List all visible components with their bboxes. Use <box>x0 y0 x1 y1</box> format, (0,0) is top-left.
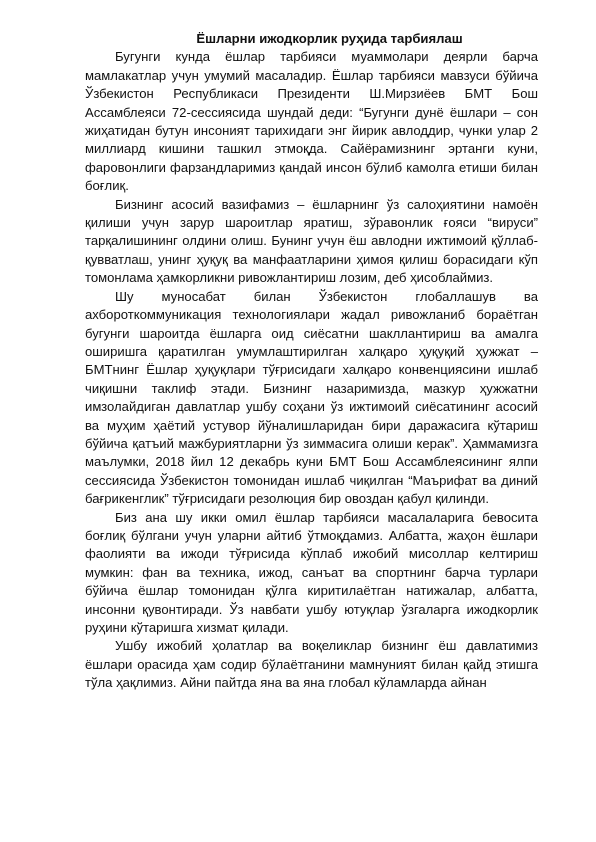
paragraph-1: Бугунги кунда ёшлар тарбияси муаммолари деярли барча мамлакатлар учун умумий масаладир. Ёшлар тарбияси мавзуси бўйича Ўзбекистон Республикаси Президенти Ш.Мирзиёев БМТ Бош Ассамблеяси 72-сессиясида шундай деди: “Бугунги дунё ёшлари – сон жиҳатидан бутун инсоният тарихидаги энг йирик авлоддир, чунки улар 2 миллиард кишини ташкил этмоқда. Сайёрамизнинг эртанги куни, фаровонлиги фарзандларимиз қандай инсон бўлиб камолга етиши билан боғлиқ. <box>85 49 538 194</box>
paragraph-2: Бизнинг асосий вазифамиз – ёшларнинг ўз салоҳиятини намоён қилиши учун зарур шароитлар яратиш, зўравонлик ғояси “вируси” тарқалишининг олдини олиш. Бунинг учун ёш авлодни ижтимоий қўллаб-қувватлаш, унинг ҳуқуқ ва манфаатларини ҳимоя қилиш борасидаги кўп томонлама ҳамкорликни ривожлантириш лозим, деб ҳисоблаймиз. <box>85 196 538 286</box>
paragraph-3: Шу муносабат билан Ўзбекистон глобаллашув ва ахбороткоммуникация технологиялари жадал ривожланиб бораётган бугунги шароитда ёшларга оид сиёсатни шакллантириш ва амалга оширишга қаратилган умумлаштирилган халқаро ҳуқуқий ҳужжат – БМТнинг Ёшлар ҳуқуқлари тўғрисидаги халқаро конвенциясини ишлаб чиқишни таклиф этади. Бизнинг назаримизда, мазкур ҳужжатни имзолайдиган давлатлар ушбу соҳани ўз ижтимоий сиёсатининг асосий ва муҳим ҳаётий устувор йўналишларидан бири даражасига кўтариш бўйича қатъий мажбуриятларни ўз зиммасига олиши керак”. Ҳаммамизга маълумки, 2018 йил 12 декабрь куни БМТ Бош Ассамблеясининг ялпи сессиясида Ўзбекистон томонидан ишлаб чиқилган “Маърифат ва диний бағрикенглик” тўғрисидаги резолюция бир овоздан қабул қилинди. <box>85 288 538 507</box>
paragraph-4: Биз ана шу икки омил ёшлар тарбияси масалаларига бевосита боғлиқ бўлгани учун уларни айтиб ўтмоқдамиз. Албатта, жаҳон ёшлари фаолияти ва ижоди тўғрисида кўплаб ижобий мисоллар келтириш мумкин: фан ва техника, ижод, санъат ва спортнинг барча турлари бўйича ёшлар томонидан қўлга киритилаётган натижалар, албатта, инсонни қувонтиради. Ўз навбати ушбу ютуқлар ўзгаларга ижодкорлик руҳини кўтаришга хизмат қилади. <box>85 509 538 635</box>
paragraph-5: Ушбу ижобий ҳолатлар ва воқеликлар бизнинг ёш давлатимиз ёшлари орасида ҳам содир бўлаётганини мамнуният билан қайд этишга тўла ҳақлимиз. Айни пайтда яна ва яна глобал кўламларда айнан <box>85 638 538 691</box>
document-title: Ёшларни ижодкорлик руҳида тарбиялаш <box>196 31 463 46</box>
document-page <box>85 30 538 693</box>
